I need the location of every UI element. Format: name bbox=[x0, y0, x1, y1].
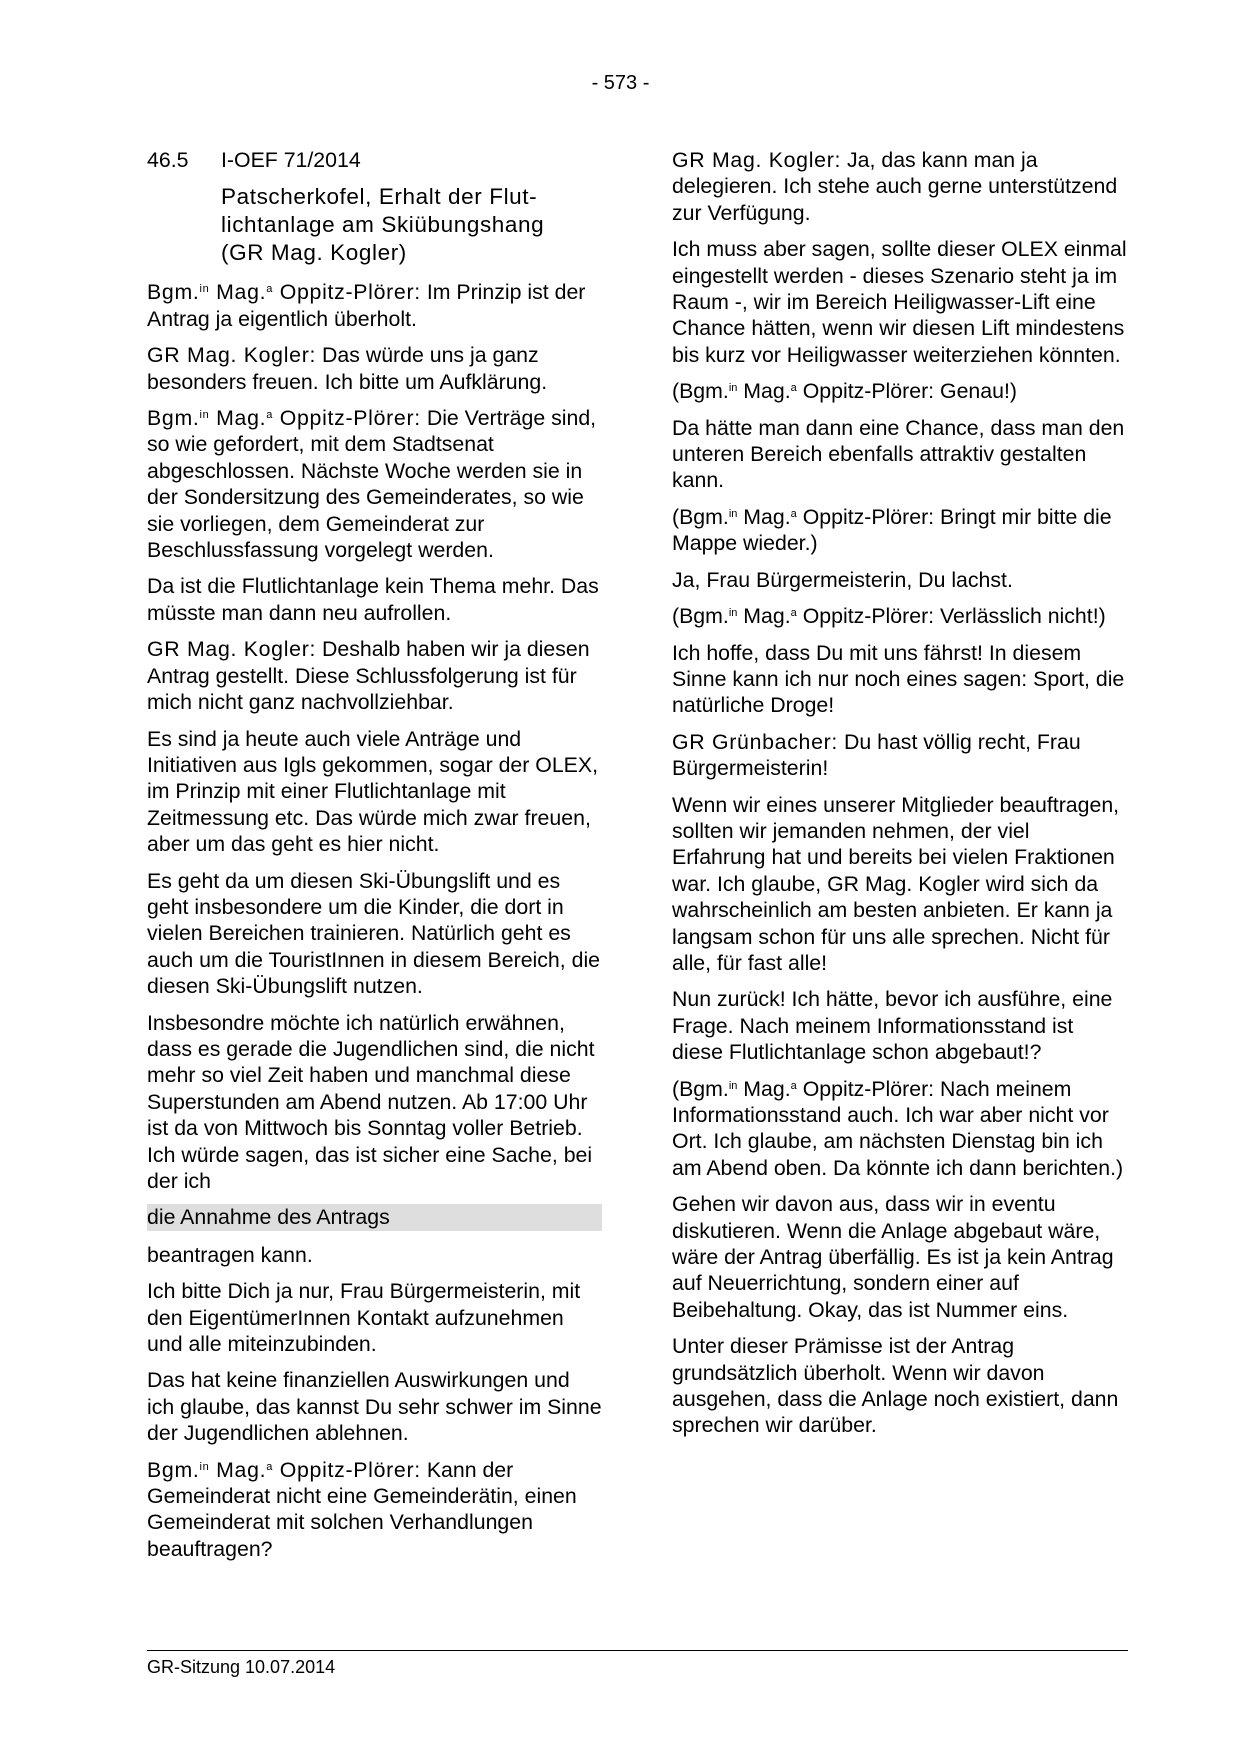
paragraph: Ja, Frau Bürgermeisterin, Du lachst. bbox=[672, 567, 1013, 592]
paragraph: Nun zurück! Ich hätte, bevor ich ausführe, eine Frage. Nach meinem Informationsstand ist diese Flutlichtanlage schon abgebaut!? bbox=[672, 987, 1113, 1065]
paragraph: Es geht da um diesen Ski-Übungslift und es geht insbesondere um die Kinder, die dort in vielen Bereichen trainieren. Natürlich geht es auch um die TouristInnen in diesem Bereich, die diesen Ski-Übungslift nutzen. bbox=[147, 868, 601, 999]
agenda-item-number: 46.5 bbox=[147, 148, 189, 172]
interjection-mayor: (Bgm.$^{in}$ Mag.$^a$ Oppitz-Plörer: Genau!) bbox=[672, 379, 1017, 404]
statement-text: Du hast völlig recht, Frau Bürgermeisterin! bbox=[672, 729, 1081, 781]
paragraph: beantragen kann. bbox=[147, 1242, 313, 1267]
footer-session-date: GR-Sitzung 10.07.2014 bbox=[147, 1657, 336, 1677]
statement-mayor bbox=[147, 1457, 602, 1563]
footer-divider bbox=[147, 1650, 1128, 1651]
right-column bbox=[672, 147, 1127, 1449]
agenda-item-header bbox=[147, 147, 602, 173]
speaker-mayor: Bgm.$^{in}$ Mag.$^a$ Oppitz-Plörer: bbox=[679, 604, 935, 629]
statement-text: Das würde uns ja ganz besonders freuen. Ich bitte um Aufklärung. bbox=[147, 343, 548, 394]
statement-mayor bbox=[147, 279, 602, 332]
motion-highlight: die Annahme des Antrags bbox=[147, 1204, 602, 1230]
interjection-mayor: (Bgm.$^{in}$ Mag.$^a$ Oppitz-Plörer: Bringt mir bitte die Mappe wieder.) bbox=[672, 504, 1112, 556]
interjection-mayor: (Bgm.$^{in}$ Mag.$^a$ Oppitz-Plörer: Nach meinem Informationsstand auch. Ich war aber nicht vor Ort. Ich glaube, am nächsten Dienstag bin ich am Abend oben. Da könnte ich dann berichten.) bbox=[672, 1076, 1124, 1180]
speaker-mayor: Bgm.$^{in}$ Mag.$^a$ Oppitz-Plörer: bbox=[147, 280, 421, 305]
speaker-mayor: Bgm.$^{in}$ Mag.$^a$ Oppitz-Plörer: bbox=[679, 504, 935, 529]
topic-line: (GR Mag. Kogler) bbox=[221, 240, 407, 266]
paragraph: Das hat keine finanziellen Auswirkungen und ich glaube, das kannst Du sehr schwer im Sinne der Jugendlichen ablehnen. bbox=[147, 1368, 602, 1446]
paragraph: Da ist die Flutlichtanlage kein Thema mehr. Das müsste man dann neu aufrollen. bbox=[147, 574, 599, 625]
statement-kogler bbox=[147, 636, 602, 715]
statement-text: Ja, das kann man ja delegieren. Ich stehe auch gerne unterstützend zur Verfügung. bbox=[672, 148, 1118, 225]
statement-text: Deshalb haben wir ja diesen Antrag gestellt. Diese Schlussfolgerung ist für mich nicht ganz nachvollziehbar. bbox=[147, 637, 590, 715]
speaker-mayor: Bgm.$^{in}$ Mag.$^a$ Oppitz-Plörer: bbox=[147, 1457, 421, 1482]
statement-kogler bbox=[147, 342, 602, 395]
statement-mayor bbox=[147, 405, 602, 563]
topic-line: lichtanlage am Skiübungshang bbox=[221, 212, 545, 238]
paragraph: Da hätte man dann eine Chance, dass man den unteren Bereich ebenfalls attraktiv gestalten kann. bbox=[672, 415, 1125, 493]
paragraph: Es sind ja heute auch viele Anträge und Initiativen aus Igls gekommen, sogar der OLEX, im Prinzip mit einer Flutlichtanlage mit Zeitmessung etc. Das würde mich zwar freuen, aber um das geht es hier nicht. bbox=[147, 726, 599, 857]
interjection-mayor: (Bgm.$^{in}$ Mag.$^a$ Oppitz-Plörer: Verlässlich nicht!) bbox=[672, 604, 1106, 629]
speaker-mayor: Bgm.$^{in}$ Mag.$^a$ Oppitz-Plörer: bbox=[679, 379, 935, 404]
speaker-gruenbacher: GR Grünbacher: bbox=[672, 729, 839, 754]
statement-text: Kann der Gemeinderat nicht eine Gemeinderätin, einen Gemeinderat mit solchen Verhandlungen beauftragen? bbox=[147, 1457, 577, 1561]
paragraph: Ich bitte Dich ja nur, Frau Bürgermeisterin, mit den EigentümerInnen Kontakt aufzunehmen und alle miteinzubinden. bbox=[147, 1279, 581, 1357]
paragraph: Ich hoffe, dass Du mit uns fährst! In diesem Sinne kann ich nur noch eines sagen: Sport, die natürliche Droge! bbox=[672, 640, 1125, 718]
speaker-mayor: Bgm.$^{in}$ Mag.$^a$ Oppitz-Plörer: bbox=[147, 406, 421, 431]
page-number: - 573 - bbox=[591, 72, 650, 94]
agenda-item-topic bbox=[221, 183, 602, 267]
paragraph: Gehen wir davon aus, dass wir in eventu diskutieren. Wenn die Anlage abgebaut wäre, wäre der Antrag überfällig. Es ist ja kein Antrag auf Neuerrichtung, sondern einer auf Beibehaltung. Okay, das ist Nummer eins. bbox=[672, 1192, 1114, 1322]
paragraph: Ich muss aber sagen, sollte dieser OLEX einmal eingestellt werden - dieses Szenario steht ja im Raum -, wir im Bereich Heiligwasser-Lift eine Chance hätten, wenn wir diesen Lift mindestens bis kurz vor Heiligwasser weiterziehen könnten. bbox=[672, 237, 1127, 367]
statement-text: Bringt mir bitte die Mappe wieder.) bbox=[672, 504, 1112, 556]
statement-text: Verlässlich nicht!) bbox=[940, 604, 1106, 629]
speaker-kogler: GR Mag. Kogler: bbox=[672, 148, 842, 172]
statement-text: Im Prinzip ist der Antrag ja eigentlich überholt. bbox=[147, 280, 586, 331]
speaker-kogler: GR Mag. Kogler: bbox=[147, 637, 317, 662]
statement-text: Die Verträge sind, so wie gefordert, mit dem Stadtsenat abgeschlossen. Nächste Woche werden sie in der Sondersitzung des Gemeinderates, so wie sie vorliegen, dem Gemeinderat zur Beschlussfassung vorgelegt werden. bbox=[147, 406, 597, 563]
statement-gruenbacher bbox=[672, 729, 1127, 782]
statement-text: Nach meinem Informationsstand auch. Ich war aber nicht vor Ort. Ich glaube, am nächsten Dienstag bin ich am Abend oben. Da könnte ich dann berichten.) bbox=[672, 1076, 1124, 1180]
paragraph: Unter dieser Prämisse ist der Antrag grundsätzlich überholt. Wenn wir davon ausgehen, dass die Anlage noch existiert, dann sprechen wir darüber. bbox=[672, 1334, 1119, 1438]
statement-text: Genau!) bbox=[940, 379, 1017, 404]
topic-line: Patscherkofel, Erhalt der Flut- bbox=[221, 184, 538, 210]
speaker-mayor: Bgm.$^{in}$ Mag.$^a$ Oppitz-Plörer: bbox=[679, 1076, 935, 1101]
statement-kogler bbox=[672, 147, 1127, 226]
paragraph: Insbesondre möchte ich natürlich erwähnen, dass es gerade die Jugendlichen sind, die nicht mehr so viel Zeit haben und manchmal diese Superstunden am Abend nutzen. Ab 17:00 Uhr ist da von Mittwoch bis Sonntag voller Betrieb. Ich würde sagen, das ist sicher eine Sache, bei der ich bbox=[147, 1010, 595, 1193]
agenda-item-code: I-OEF 71/2014 bbox=[221, 148, 361, 172]
paragraph: Wenn wir eines unserer Mitglieder beauftragen, sollten wir jemanden nehmen, der viel Erfahrung hat und bereits bei vielen Fraktionen war. Ich glaube, GR Mag. Kogler wird sich da wahrscheinlich am besten anbieten. Er kann ja langsam schon für uns alle sprechen. Nicht für alle, für fast alle! bbox=[672, 792, 1120, 975]
left-column bbox=[147, 147, 602, 1572]
speaker-kogler: GR Mag. Kogler: bbox=[147, 343, 317, 368]
